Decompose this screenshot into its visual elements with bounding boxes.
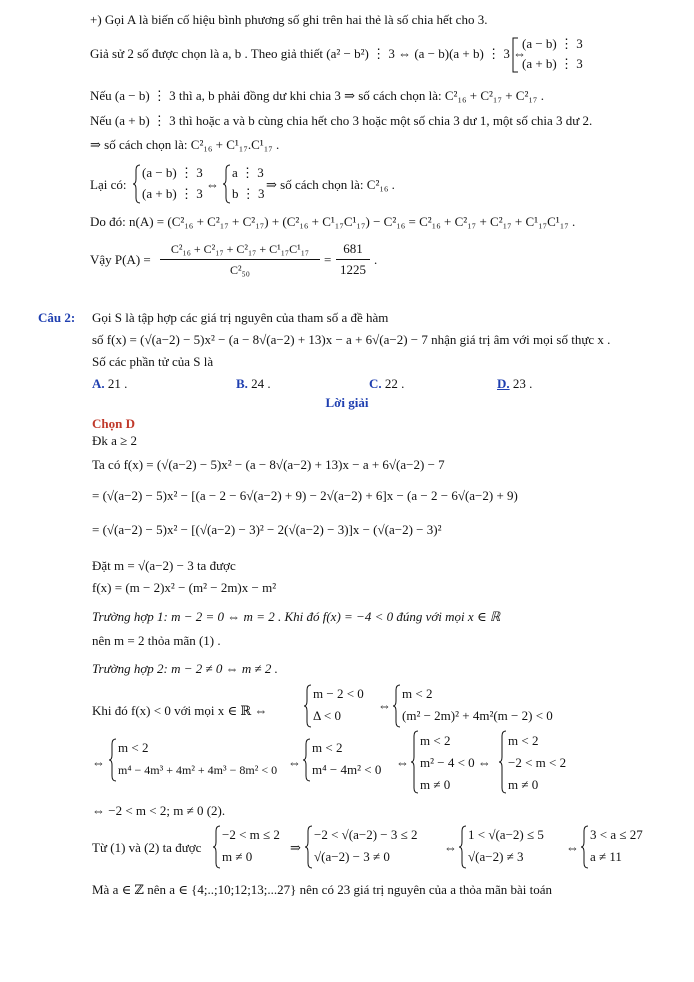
- condition: Đk a ≥ 2: [92, 433, 138, 448]
- sys-line: −2 < m ≤ 2: [222, 827, 280, 842]
- sys-line: m ≠ 0: [222, 849, 253, 864]
- equiv-symbol: ⇔: [92, 755, 105, 770]
- sys-line: 3 < a ≤ 27: [590, 827, 643, 842]
- probability-result-numerator: 681: [343, 241, 363, 256]
- question-text-line3: Số các phần tử của S là: [92, 354, 214, 369]
- case-a-minus-b: (a − b) ⋮ 3: [522, 36, 583, 51]
- question-label: Câu 2:: [38, 310, 76, 325]
- combined-label: Từ (1) và (2) ta được: [92, 840, 202, 855]
- statement-ways-plus: ⇒ số cách chọn là: C²₁₆ + C¹₁₇.C¹₁₇ .: [90, 137, 280, 152]
- probability-denominator: C²₅₀: [230, 263, 250, 277]
- equiv-symbol: ⇔: [378, 698, 391, 713]
- step-new-function: f(x) = (m − 2)x² − (m² − 2m)x − m²: [92, 580, 277, 595]
- probability-result-denominator: 1225: [340, 262, 366, 277]
- sys-line: m − 2 < 0: [313, 686, 364, 701]
- sys-line: m ≠ 0: [508, 777, 539, 792]
- case-2-condition: Khi đó f(x) < 0 với mọi x ∈ ℝ ⇔: [92, 703, 268, 718]
- probability-label: Vậy P(A) =: [90, 252, 151, 267]
- system-brace: [303, 684, 313, 728]
- sys-line: m < 2: [402, 686, 433, 701]
- case-a-plus-b: (a + b) ⋮ 3: [522, 56, 583, 71]
- equals-symbol: =: [324, 252, 332, 267]
- equiv-symbol: ⇔: [206, 177, 219, 192]
- statement-event-a: +) Gọi A là biến cố hiệu bình phương số ghi trên hai thẻ là số chia hết cho 3.: [90, 12, 488, 27]
- statement-also-label: Lại có:: [90, 177, 127, 192]
- option-d[interactable]: [497, 376, 532, 392]
- probability-numerator: C²₁₆ + C²₁₇ + C²₁₇ + C¹₁₇C¹₁₇: [170, 242, 310, 256]
- sys-line: m < 2: [118, 740, 149, 755]
- period: .: [374, 252, 378, 267]
- step-substitution: Đặt m = √(a−2) − 3 ta được: [92, 558, 236, 573]
- case-1: Trường hợp 1: m − 2 = 0 ⇔ m = 2 . Khi đó f(x) = −4 < 0 đúng với mọi x ∈ ℝ: [92, 609, 501, 624]
- system-brace: [132, 164, 142, 204]
- sys-line: (m² − 2m)² + 4m²(m − 2) < 0: [402, 708, 553, 723]
- system-brace: [580, 825, 590, 869]
- option-value: 21 .: [107, 376, 128, 391]
- sys-line: m < 2: [420, 733, 451, 748]
- system-brace: [212, 825, 222, 869]
- equiv-symbol: ⇔: [444, 840, 457, 855]
- option-letter: D.: [497, 376, 510, 391]
- statement-assumption: Giả sử 2 số được chọn là a, b . Theo giả thiết (a² − b²) ⋮ 3 ⇔ (a − b)(a + b) ⋮ 3 ⇔: [90, 46, 527, 61]
- equiv-symbol: ⇔: [566, 840, 579, 855]
- case-1-conclusion: nên m = 2 thỏa mãn (1) .: [92, 633, 221, 648]
- fraction-bar: [336, 259, 370, 260]
- option-letter: A.: [92, 376, 105, 391]
- case-bracket: [510, 36, 520, 74]
- sys-line: m ≠ 0: [420, 777, 451, 792]
- sys-line: 1 < √(a−2) ≤ 5: [468, 827, 544, 842]
- option-value: 24 .: [251, 376, 271, 391]
- sys-line: −2 < m < 2: [508, 755, 567, 770]
- step-2: = (√(a−2) − 5)x² − [(a − 2 − 6√(a−2) + 9) − 2√(a−2) + 6]x − (a − 2 − 6√(a−2) + 9): [92, 488, 518, 503]
- sys-line: Δ < 0: [313, 708, 341, 723]
- answer-choice: Chọn D: [92, 416, 135, 431]
- option-value: 22 .: [384, 376, 405, 391]
- case-2: Trường hợp 2: m − 2 ≠ 0 ⇔ m ≠ 2 .: [92, 661, 278, 676]
- system-brace: [410, 730, 420, 794]
- fraction-bar: [160, 259, 320, 260]
- option-a[interactable]: [92, 376, 127, 392]
- system-brace: [458, 825, 468, 869]
- option-letter: C.: [369, 376, 382, 391]
- implies-symbol: ⇒: [290, 840, 301, 855]
- step-3: = (√(a−2) − 5)x² − [(√(a−2) − 3)² − 2(√(a−2) − 3)]x − (√(a−2) − 3)²: [92, 522, 442, 537]
- step-range: ⇔ −2 < m < 2; m ≠ 0 (2).: [92, 803, 226, 818]
- step-1: Ta có f(x) = (√(a−2) − 5)x² − (a − 8√(a−2) + 13)x − a + 6√(a−2) − 7: [92, 457, 445, 472]
- equiv-symbol: ⇔: [396, 755, 409, 770]
- sys-line: −2 < √(a−2) − 3 ≤ 2: [314, 827, 418, 842]
- sys-line: m² − 4 < 0 ⇔: [420, 755, 491, 770]
- option-b[interactable]: [236, 376, 271, 392]
- final-conclusion: Mà a ∈ ℤ nên a ∈ {4;..;10;12;13;...27} nên có 23 giá trị nguyên của a thỏa mãn bài toán: [92, 882, 552, 897]
- sys-line: √(a−2) − 3 ≠ 0: [314, 849, 390, 864]
- sys-line: a ≠ 11: [590, 849, 622, 864]
- sys-line: m < 2: [508, 733, 539, 748]
- statement-case-minus: Nếu (a − b) ⋮ 3 thì a, b phải đồng dư khi chia 3 ⇒ số cách chọn là: C²₁₆ + C²₁₇ + C²₁₇ .: [90, 88, 544, 103]
- system-brace: [498, 730, 508, 794]
- system-brace: [392, 684, 402, 728]
- option-value: 23 .: [512, 376, 533, 391]
- option-letter: B.: [236, 376, 248, 391]
- system-brace: [302, 738, 312, 782]
- solution-title: Lời giải: [325, 395, 369, 410]
- system-brace: [108, 738, 118, 782]
- sys-line: m < 2: [312, 740, 343, 755]
- sys1-line2: (a + b) ⋮ 3: [142, 186, 203, 201]
- equiv-symbol: ⇔: [288, 755, 301, 770]
- system-brace: [304, 825, 314, 869]
- question-text-line2: số f(x) = (√(a−2) − 5)x² − (a − 8√(a−2) + 13)x − a + 6√(a−2) − 7 nhận giá trị âm với mọi số thực x .: [92, 332, 611, 347]
- sys-line: √(a−2) ≠ 3: [468, 849, 524, 864]
- statement-case-plus: Nếu (a + b) ⋮ 3 thì hoặc a và b cùng chia hết cho 3 hoặc một số chia 3 dư 1, một số chia 3 dư 2.: [90, 113, 593, 128]
- sys1-line1: (a − b) ⋮ 3: [142, 165, 203, 180]
- question-text-line1: Gọi S là tập hợp các giá trị nguyên của tham số a đề hàm: [92, 310, 389, 325]
- option-c[interactable]: [369, 376, 404, 392]
- sys-line: m⁴ − 4m² < 0: [312, 762, 382, 777]
- statement-ways-common: ⇒ số cách chọn là: C²₁₆ .: [266, 177, 395, 192]
- system-brace: [222, 164, 232, 204]
- sys2-line1: a ⋮ 3: [232, 165, 264, 180]
- sys-line: m⁴ − 4m³ + 4m² + 4m³ − 8m² < 0: [118, 763, 278, 777]
- statement-n-a: Do đó: n(A) = (C²₁₆ + C²₁₇ + C²₁₇) + (C²₁₆ + C¹₁₇C¹₁₇) − C²₁₆ = C²₁₆ + C²₁₇ + C²₁₇ + C¹₁₇C¹₁₇ .: [90, 214, 576, 229]
- sys2-line2: b ⋮ 3: [232, 186, 265, 201]
